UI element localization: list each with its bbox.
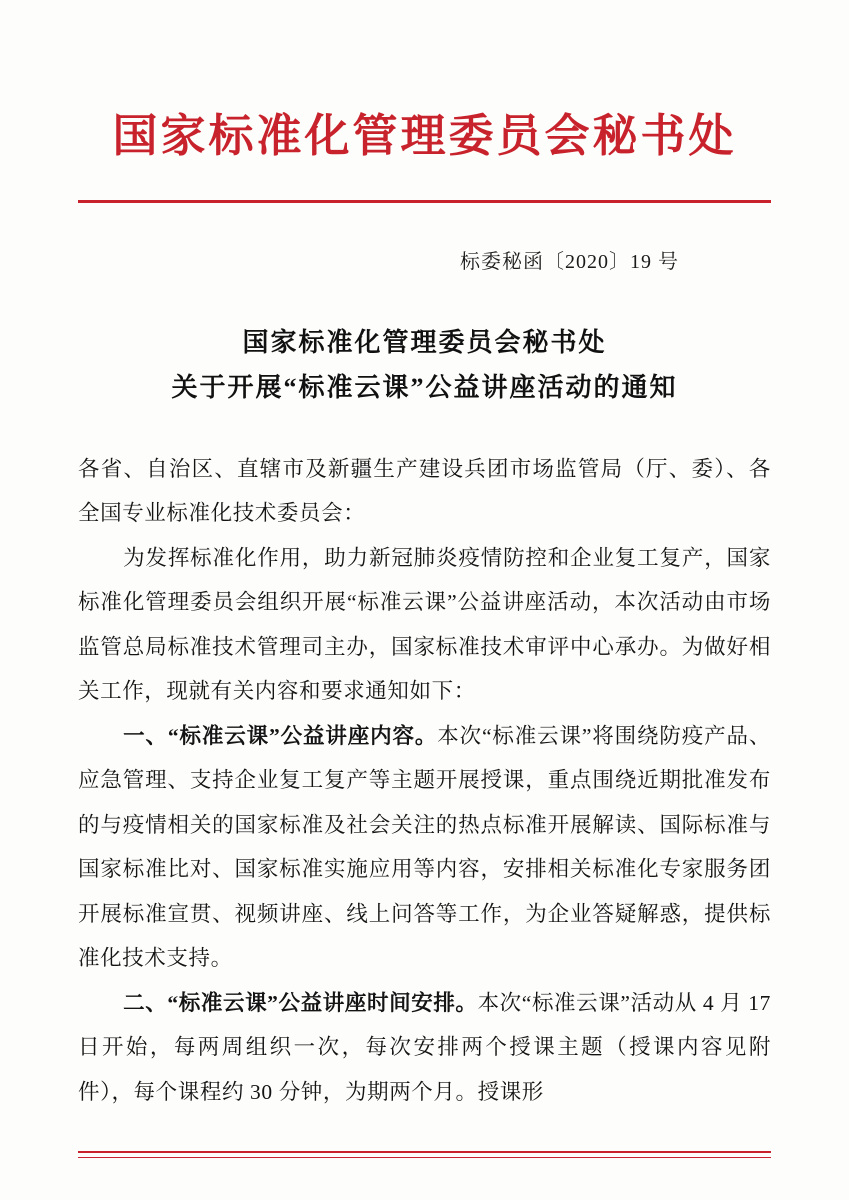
document-number-row [78, 245, 771, 274]
section-1-text: 本次“标准云课”将围绕防疫产品、应急管理、支持企业复工复产等主题开展授课，重点围绕近期批准发布的与疫情相关的国家标准及社会关注的热点标准开展解读、国际标准与国家标准比对、国家标准实施应用等内容，安排相关标准化专家服务团开展标准宣贯、视频讲座、线上问答等工作，为企业答疑解惑，提供标准化技术支持。 [78, 723, 771, 970]
footer-divider-thin [78, 1157, 771, 1158]
masthead-title: 国家标准化管理委员会秘书处 [112, 111, 737, 161]
footer-divider-thick [78, 1151, 771, 1153]
body-paragraph-section-1 [78, 714, 771, 981]
section-2-text: 本次“标准云课”活动从 4 月 17 日开始，每两周组织一次，每次安排两个授课主题（授课内容见附件），每个课程约 30 分钟，为期两个月。授课形 [78, 990, 772, 1104]
recipient-paragraph: 各省、自治区、直辖市及新疆生产建设兵团市场监管局（厅、委）、各全国专业标准化技术委员会： [78, 456, 771, 525]
document-body [78, 447, 771, 1115]
document-number: 标委秘函〔2020〕19 号 [460, 250, 679, 273]
document-title-block [78, 320, 771, 411]
document-title-line-1: 国家标准化管理委员会秘书处 [242, 327, 607, 357]
masthead [78, 0, 771, 203]
masthead-divider [78, 200, 771, 203]
body-paragraph-section-2 [78, 981, 771, 1115]
document-title-line-2: 关于开展“标准云课”公益讲座活动的通知 [171, 373, 678, 402]
footer-divider [78, 1151, 771, 1158]
section-1-heading: 一、“标准云课”公益讲座内容。 [123, 723, 438, 748]
section-2-heading: 二、“标准云课”公益讲座时间安排。 [123, 990, 478, 1015]
body-paragraph-1: 为发挥标准化作用，助力新冠肺炎疫情防控和企业复工复产，国家标准化管理委员会组织开展“标准云课”公益讲座活动，本次活动由市场监管总局标准技术管理司主办，国家标准技术审评中心承办。为做好相关工作，现就有关内容和要求通知如下： [78, 545, 771, 703]
